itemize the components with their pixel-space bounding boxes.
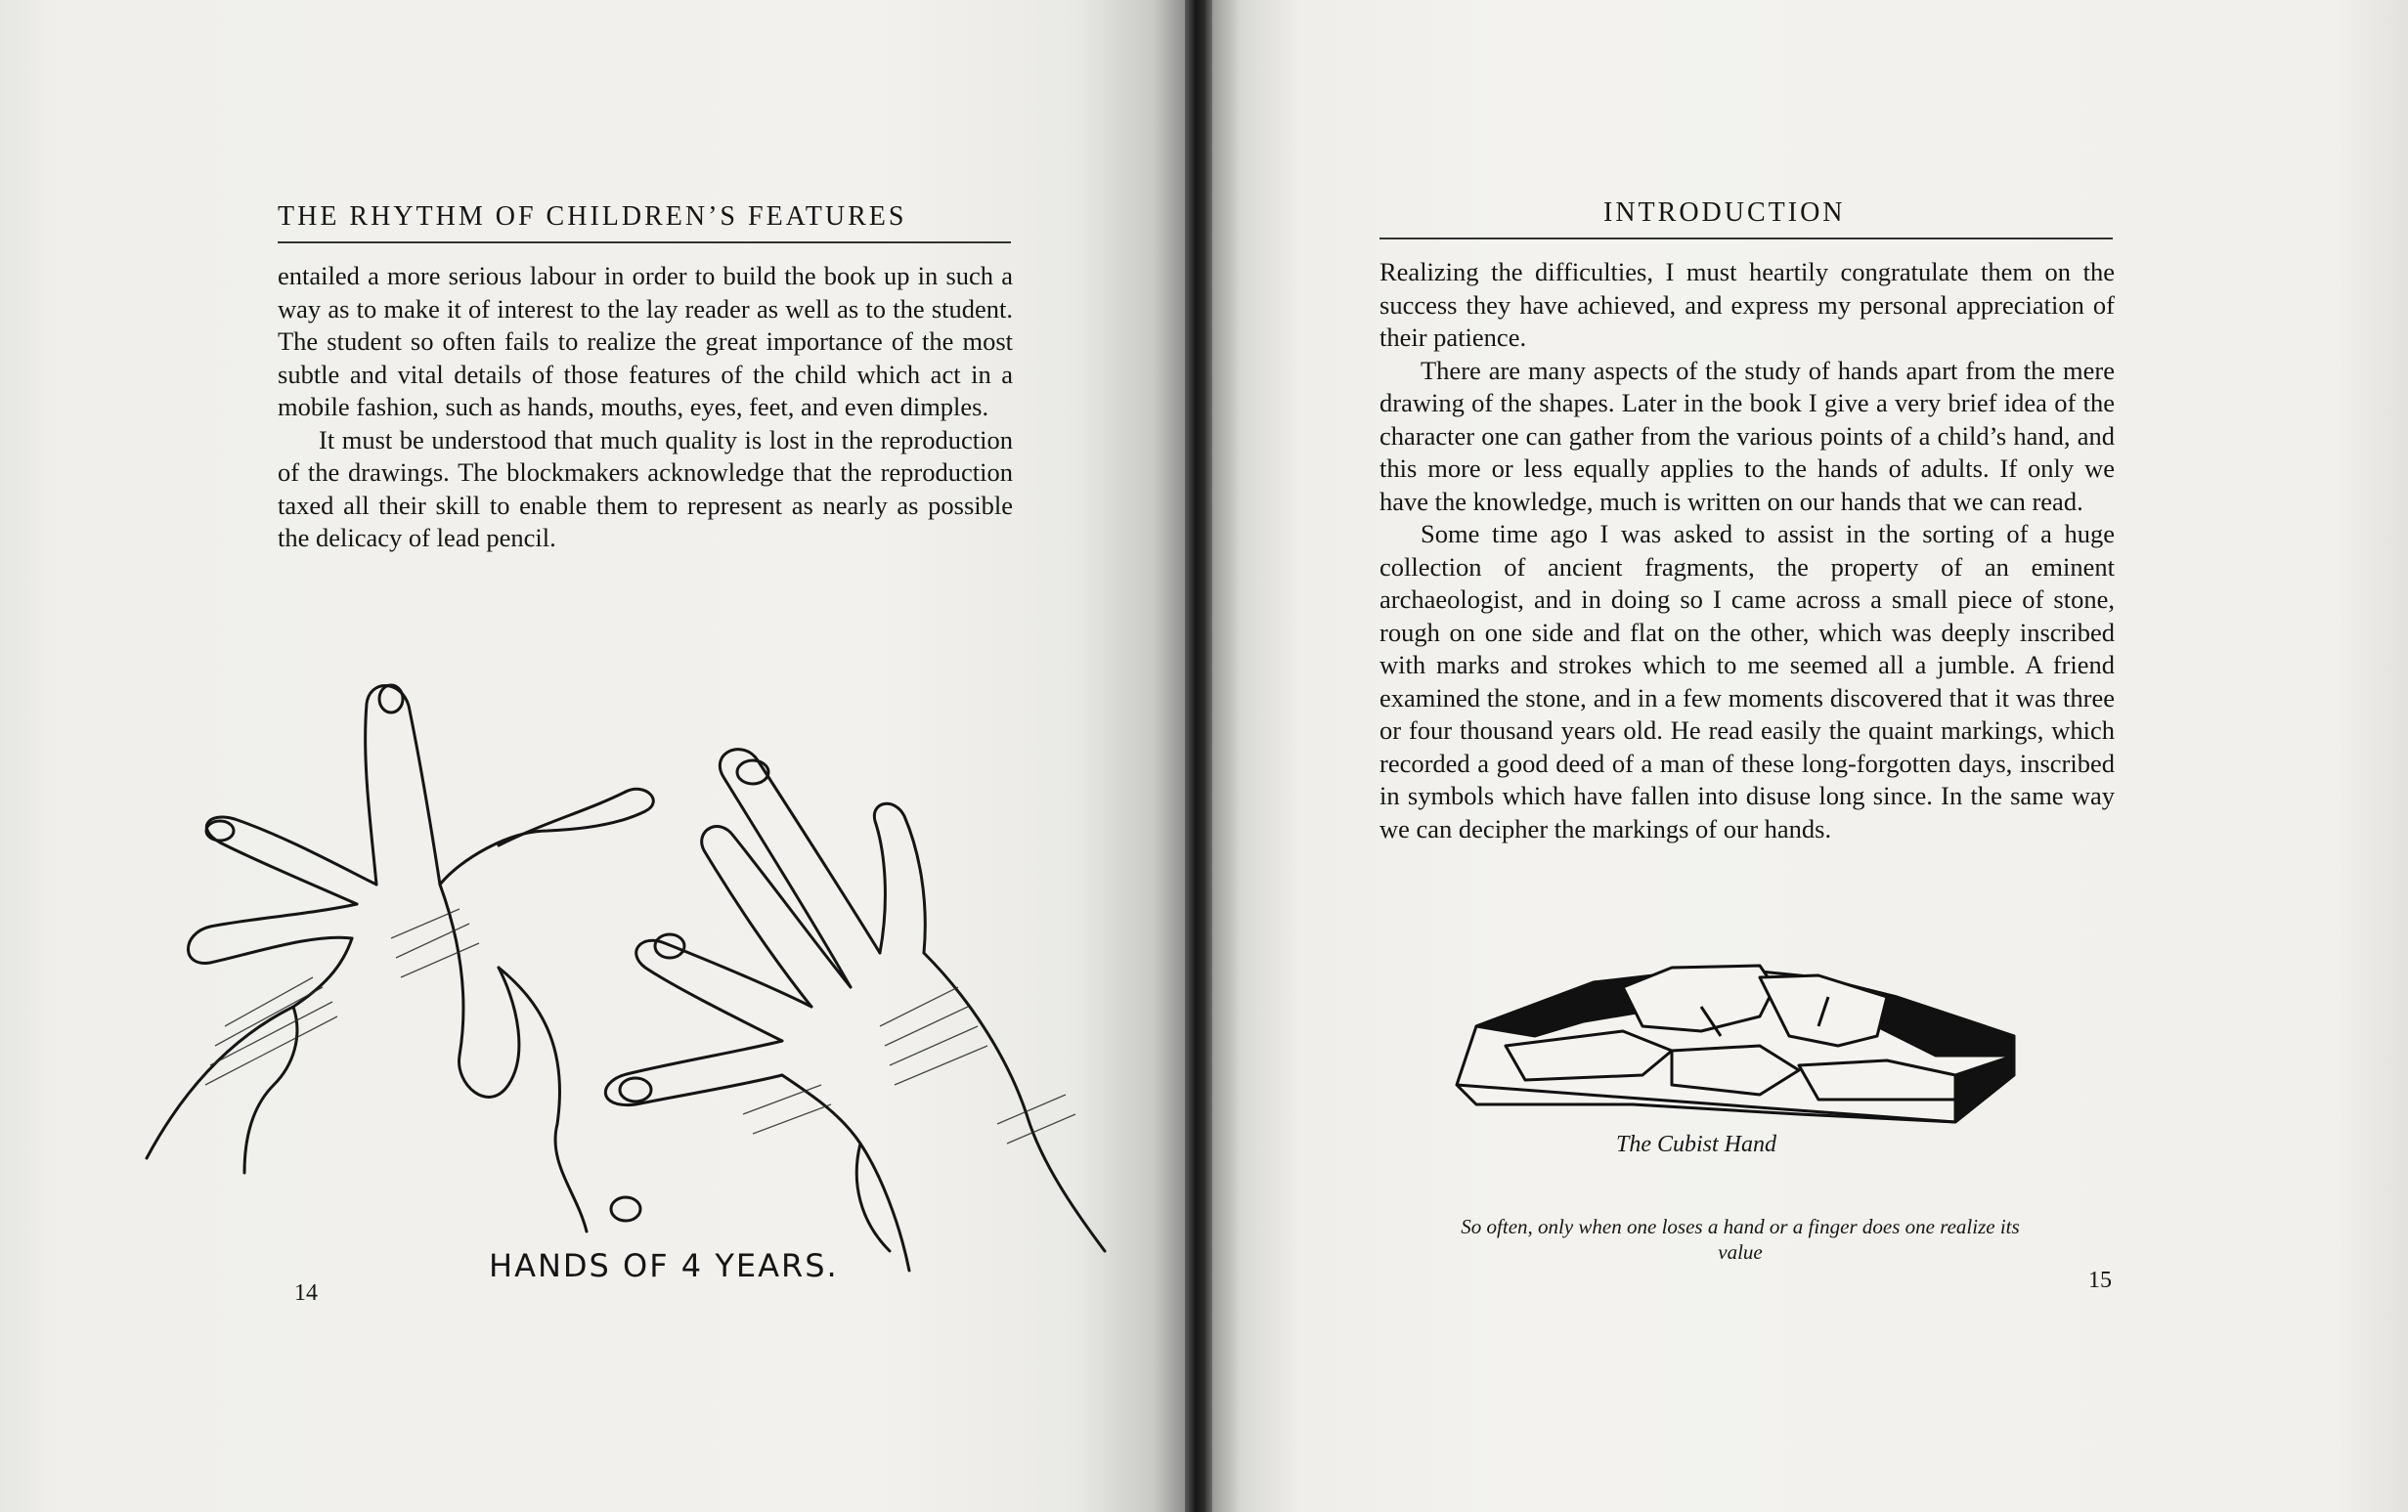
book-gutter — [1185, 0, 1212, 1512]
right-paragraph-2: There are many aspects of the study of hands apart from the mere drawing of the shapes. Later in the book I give a very brief idea of the character one can gather from the various points of a child’s hand, and this more or less equally applies to the hands of adults. If only we have the knowledge, much is written on our hands that we can read. — [1379, 355, 2115, 516]
figure-title: The Cubist Hand — [1615, 1132, 1776, 1157]
right-paragraph-1: Realizing the difficulties, I must heartily congratulate them on the success they have achieved, and express my personal appreciation of their patience. — [1379, 257, 2115, 352]
left-page — [0, 0, 1185, 1512]
left-running-head: THE RHYTHM OF CHILDREN’S FEATURES — [278, 201, 907, 232]
figure-caption: So often, only when one loses a hand or a finger does one realize its value — [1461, 1215, 2020, 1264]
right-paragraph-3: Some time ago I was asked to assist in the sorting of a huge collection of ancient fragments, the property of an eminent archaeologist, and in doing so I came across a small piece of stone, rough on one side and flat on the other, which was deeply inscribed with marks and strokes which to me seemed all a jumble. A friend examined the stone, and in a few moments discovered that it was three or four thousand years old. He read easily the quaint markings, which recorded a good deed of a man of these long-forgotten days, inscribed in symbols which have fallen into disuse long since. In the same way we can decipher the markings of our hands. — [1379, 519, 2115, 843]
hands-illustration — [0, 0, 1185, 1512]
right-page — [1212, 0, 2408, 1512]
right-running-head: INTRODUCTION — [1603, 197, 1846, 228]
left-folio: 14 — [294, 1280, 318, 1306]
left-paragraph-1: entailed a more serious labour in order to build the book up in such a way as to make it of interest to the lay reader as well as to the student. The student so often fails to realize the great importance of the most subtle and vital details of those features of the child which act in a mobile fashion, such as hands, mouths, eyes, feet, and even dimples. — [278, 261, 1013, 421]
left-paragraph-2: It must be understood that much quality is lost in the reproduction of the drawings. The blockmakers acknowledge that the reproduction taxed all their skill to enable them to represent as nearly as possible the delicacy of lead pencil. — [278, 424, 1013, 552]
right-folio: 15 — [2088, 1268, 2112, 1293]
cubist-hand-figure — [1212, 0, 2408, 1512]
hands-illustration-label: HANDS OF 4 YEARS. — [489, 1247, 839, 1284]
